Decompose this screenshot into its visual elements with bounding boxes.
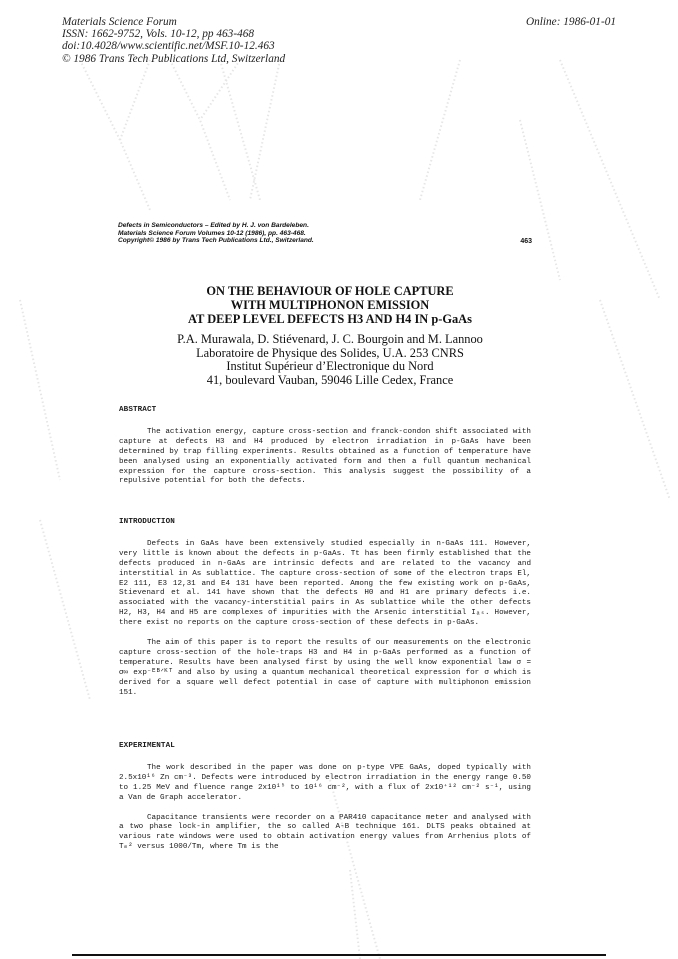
journal-name: Materials Science Forum — [62, 16, 177, 28]
affiliation-line: Institut Supérieur d’Electronique du Nord — [226, 359, 434, 374]
journal-citation — [62, 16, 285, 65]
author-block — [110, 333, 550, 387]
title-line: WITH MULTIPHONON EMISSION — [230, 297, 430, 312]
section-heading: ABSTRACT — [119, 406, 157, 414]
author-names: P.A. Murawala, D. Stiévenard, J. C. Bourgoin and M. Lannoo — [177, 332, 483, 346]
title-line: ON THE BEHAVIOUR OF HOLE CAPTURE — [206, 284, 454, 298]
online-date: Online: 1986-01-01 — [525, 16, 616, 28]
doi-line[interactable]: doi:10.4028/www.scientific.net/MSF.10-12.463 — [62, 40, 275, 53]
affiliation-line: Laboratoire de Physique des Solides, U.A. 253 CNRS — [196, 345, 464, 360]
affiliation-line: 41, boulevard Vauban, 59046 Lille Cedex, France — [206, 372, 454, 387]
body-paragraph: The work described in the paper was done on p-type VPE GaAs, doped typically with 2.5x10¹⁶ Zn cm⁻³. Defects were introduced by electron irradiation in the energy range 0.50 to 1.25 MeV and fluence range 2x10¹⁵ to 10¹⁶ cm⁻², with a flux of 2x10⁺¹² cm⁻² s⁻¹, using a Van de Graph accelerator. — [119, 763, 531, 802]
abstract-paragraph: The activation energy, capture cross-section and franck-condon shift associated with capture at defects H3 and H4 produced by electron irradiation in p-GaAs have been determined by trap filling experiments. Results obtained as a function of temperature have been analysed using an exponentially activated form and then a full quantum mechanical expression for the capture cross-section. This analysis suggest the possibility of a repulsive potential for both the defects. — [119, 427, 531, 486]
copyright-line: © 1986 Trans Tech Publications Ltd, Switzerland — [62, 52, 286, 65]
experimental-section — [119, 742, 531, 853]
introduction-section — [119, 518, 531, 699]
issn-line: ISSN: 1662-9752, Vols. 10-12, pp 463-468 — [62, 28, 255, 41]
section-heading: EXPERIMENTAL — [119, 742, 175, 750]
body-paragraph: Defects in GaAs have been extensively studied especially in n-GaAs 111. However, very little is known about the defects in p-GaAs. Tt has been firmly established that the defects produced in n-GaAs are intrinsic defects and are related to the vacancy and interstitial in As sublattice. The capture cross-section of some of the electron traps El, E2 111, E3 12,31 and E4 131 have been reported. Among the few existing work on p-GaAs, Stievenard et al. 141 have shown that the defects H0 and H1 are primary defects i.e. associated with the vacancy-interstitial pairs in As sublattice while the other defects H2, H3, H4 and H5 are complexes of impurities with the Arsenic interstitial Iₐₛ. However, there exist no reports on the capture cross-section of these defects in p-GaAs. — [119, 539, 531, 628]
abstract-section — [119, 406, 531, 487]
original-header-line: Copyright© 1986 by Trans Tech Publications Ltd., Switzerland. — [118, 237, 314, 245]
original-header-line: Materials Science Forum Volumes 10-12 (1986), pp. 463-468. — [118, 229, 306, 237]
page-bottom-rule — [72, 954, 606, 956]
page-number: 463 — [520, 238, 532, 245]
original-print-header — [118, 222, 532, 245]
body-paragraph: Capacitance transients were recorder on a PAR410 capacitance meter and analysed with a two phase lock-in amplifier, the so called A-B technique 161. DLTS peaks obtained at various rate windows were used to obtain activation energy values from Arrhenius plots of Tₘ² versus 1000/Tm, where Tm is the — [119, 813, 531, 852]
original-header-line: Defects in Semiconductors – Edited by H. J. von Bardeleben. — [118, 222, 309, 229]
paper-title — [110, 285, 550, 326]
section-heading: INTRODUCTION — [119, 518, 175, 526]
body-paragraph: The aim of this paper is to report the results of our measurements on the electronic capture cross-section of the hole-traps H3 and H4 in p-GaAs performed as a function of temperature. Results have been analysed first by using the well know exponential law σ = σ∞ exp⁻ᴱᴮᐟᴷᵀ and also by using a quantum mechanical theoretical expression for σ which is derived for a square well defect potential in case of capture with multiphonon emission 151. — [119, 639, 531, 697]
title-line: AT DEEP LEVEL DEFECTS H3 AND H4 IN p-GaAs — [188, 311, 472, 326]
